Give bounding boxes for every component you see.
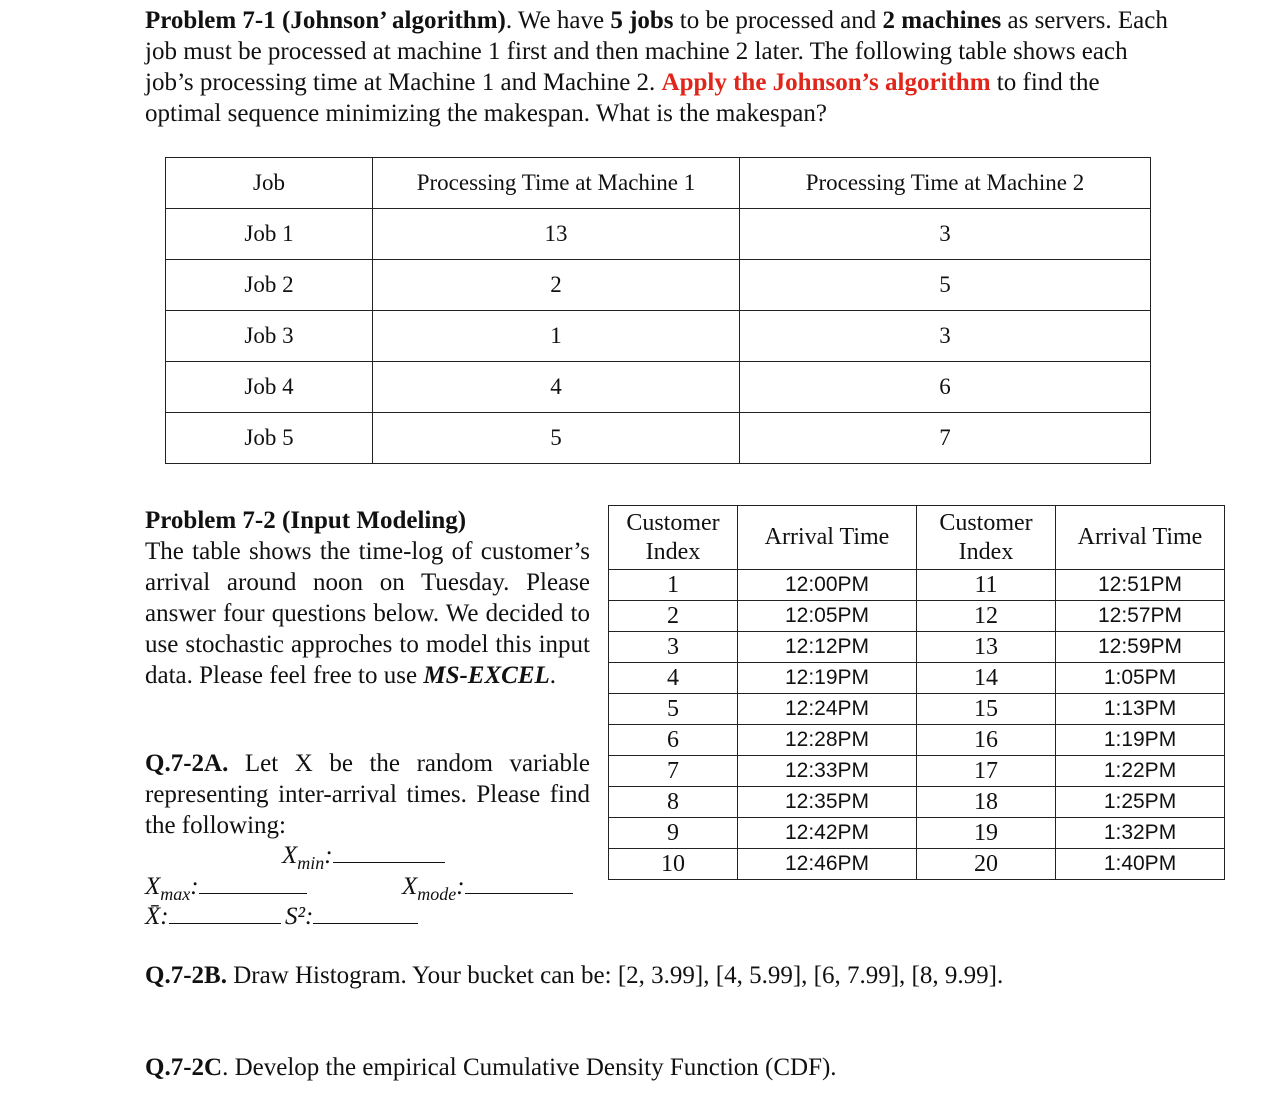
arrival-time: 1:22PM <box>1056 756 1225 787</box>
machine-2-time: 6 <box>740 362 1151 413</box>
header-arrival-time-2: Arrival Time <box>1056 506 1225 570</box>
job-name: Job 3 <box>166 311 373 362</box>
table-row <box>609 818 1225 849</box>
arrival-time: 12:33PM <box>738 756 917 787</box>
arrival-time: 12:19PM <box>738 663 917 694</box>
xbar-answer-blank[interactable] <box>169 923 281 924</box>
question-7-2a <box>145 748 590 841</box>
customer-index: 18 <box>917 787 1056 818</box>
table-row <box>166 260 1151 311</box>
table-row <box>609 694 1225 725</box>
arrival-time: 1:25PM <box>1056 787 1225 818</box>
xmode-field: Xmode: <box>402 873 573 901</box>
question-7-2c <box>145 1054 837 1082</box>
header-customer-index-2: Customer Index <box>917 506 1056 570</box>
problem-7-2-body: The table shows the time-log of customer’s arrival around noon on Tuesday. Please answer four questions below. We decided to use stochastic approches to model this input data. Please feel free to use <box>145 538 590 689</box>
q2b-text: Draw Histogram. Your bucket can be: [2, 3.99], [4, 5.99], [6, 7.99], [8, 9.99]. <box>226 962 1004 989</box>
problem-7-1-title: Problem 7-1 (Johnson’ algorithm) <box>145 7 506 34</box>
job-name: Job 4 <box>166 362 373 413</box>
jobs-table-header <box>166 158 1151 209</box>
job-name: Job 1 <box>166 209 373 260</box>
problem-7-2-title: Problem 7-2 (Input Modeling) <box>145 507 467 534</box>
customer-index: 10 <box>609 849 738 880</box>
q2a-text: Let X be the random variable representing inter-arrival times. Please find the following: <box>145 750 590 839</box>
xmax-field: Xmax: <box>145 873 307 901</box>
job-name: Job 2 <box>166 260 373 311</box>
arrival-time: 12:00PM <box>738 570 917 601</box>
customer-index: 13 <box>917 632 1056 663</box>
customer-index: 4 <box>609 663 738 694</box>
table-row <box>609 756 1225 787</box>
table-row <box>609 570 1225 601</box>
arrival-time: 12:28PM <box>738 725 917 756</box>
table-row <box>609 725 1225 756</box>
xmin-answer-blank[interactable] <box>333 862 445 863</box>
xmax-answer-blank[interactable] <box>199 893 307 894</box>
header-customer-index: Customer Index <box>609 506 738 570</box>
table-row <box>166 413 1151 464</box>
machine-2-time: 5 <box>740 260 1151 311</box>
machine-2-time: 3 <box>740 311 1151 362</box>
question-7-2b <box>145 962 1003 990</box>
arrival-time-table <box>608 505 1225 880</box>
arrival-time: 12:51PM <box>1056 570 1225 601</box>
customer-index: 14 <box>917 663 1056 694</box>
arrival-time: 1:05PM <box>1056 663 1225 694</box>
s2-answer-blank[interactable] <box>313 923 418 924</box>
table-row <box>166 209 1151 260</box>
customer-index: 8 <box>609 787 738 818</box>
customer-index: 17 <box>917 756 1056 787</box>
arrival-time: 1:19PM <box>1056 725 1225 756</box>
table-row <box>609 632 1225 663</box>
machine-1-time: 1 <box>373 311 740 362</box>
table-row <box>166 311 1151 362</box>
customer-index: 1 <box>609 570 738 601</box>
arrival-time: 12:24PM <box>738 694 917 725</box>
arrival-time: 12:46PM <box>738 849 917 880</box>
machine-2-time: 7 <box>740 413 1151 464</box>
table-row <box>609 849 1225 880</box>
arrival-time: 12:35PM <box>738 787 917 818</box>
xbar-field: X̄: <box>145 903 281 931</box>
s2-field: S²: <box>285 903 418 931</box>
johnson-highlight: Apply the Johnson’s algorithm <box>661 69 991 96</box>
customer-index: 5 <box>609 694 738 725</box>
customer-index: 15 <box>917 694 1056 725</box>
q2b-label: Q.7-2B. <box>145 962 227 989</box>
arrival-time: 12:42PM <box>738 818 917 849</box>
table-row <box>609 601 1225 632</box>
job-name: Job 5 <box>166 413 373 464</box>
customer-index: 19 <box>917 818 1056 849</box>
customer-index: 6 <box>609 725 738 756</box>
problem-7-1-text: Problem 7-1 (Johnson’ algorithm). We have 5 jobs to be processed and 2 machines as servers. Each job must be processed at machine 1 first and then machine 2 later. The following table shows each job’s processing time at Machine 1 and Machine 2. Apply the Johnson’s algorithm to find the optimal sequence minimizing the makespan. What is the makespan? <box>145 7 1168 127</box>
customer-index: 3 <box>609 632 738 663</box>
arrival-time: 12:59PM <box>1056 632 1225 663</box>
problem-7-2-text: Problem 7-2 (Input Modeling) The table shows the time-log of customer’s arrival around noon on Tuesday. Please answer four questions below. We decided to use stochastic approches to model this input data. Please feel free to use MS-EXCEL. <box>145 507 590 689</box>
q2a-label: Q.7-2A. <box>145 750 229 777</box>
customer-index: 7 <box>609 756 738 787</box>
xmode-answer-blank[interactable] <box>465 893 573 894</box>
customer-index: 16 <box>917 725 1056 756</box>
machine-1-time: 5 <box>373 413 740 464</box>
jobs-processing-table <box>165 157 1151 464</box>
q2c-label: Q.7-2C <box>145 1054 223 1081</box>
arrival-time: 1:32PM <box>1056 818 1225 849</box>
customer-index: 20 <box>917 849 1056 880</box>
machine-1-time: 13 <box>373 209 740 260</box>
header-machine-1: Processing Time at Machine 1 <box>373 158 740 209</box>
arrival-time: 12:57PM <box>1056 601 1225 632</box>
ms-excel-label: MS-EXCEL <box>423 662 550 689</box>
q2c-text: . Develop the empirical Cumulative Density Function (CDF). <box>222 1054 837 1081</box>
table-row <box>609 787 1225 818</box>
arrival-time: 12:05PM <box>738 601 917 632</box>
arrival-table-header <box>609 506 1225 570</box>
machine-1-time: 2 <box>373 260 740 311</box>
header-machine-2: Processing Time at Machine 2 <box>740 158 1151 209</box>
arrival-time: 1:13PM <box>1056 694 1225 725</box>
xmin-field: Xmin: <box>282 842 445 870</box>
customer-index: 9 <box>609 818 738 849</box>
header-arrival-time: Arrival Time <box>738 506 917 570</box>
header-job: Job <box>166 158 373 209</box>
table-row <box>609 663 1225 694</box>
customer-index: 12 <box>917 601 1056 632</box>
machine-2-time: 3 <box>740 209 1151 260</box>
customer-index: 2 <box>609 601 738 632</box>
arrival-time: 1:40PM <box>1056 849 1225 880</box>
machine-1-time: 4 <box>373 362 740 413</box>
arrival-time: 12:12PM <box>738 632 917 663</box>
customer-index: 11 <box>917 570 1056 601</box>
table-row <box>166 362 1151 413</box>
